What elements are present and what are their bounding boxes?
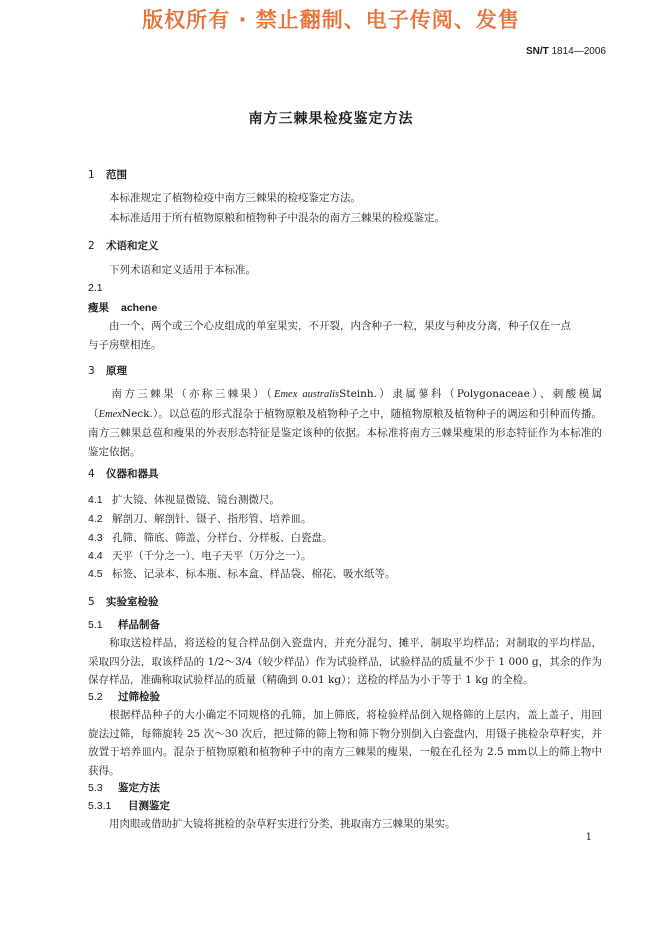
watermark-banner: 版权所有 · 禁止翻制、电子传阅、发售 [142,8,520,32]
subsection-5-1-heading: 5.1 样品制备 [88,619,160,631]
section-1-paragraph-2: 本标准适用于所有植物原粮和植物种子中混杂的南方三棘果的检疫鉴定。 [109,212,445,224]
term-heading [88,300,157,315]
section-title: 术语和定义 [106,240,159,252]
section-number: 3 [88,365,95,377]
section-number: 1 [88,169,95,181]
section-3-paragraph: 南方三棘果（亦称三棘果）（Emex australisSteinh.）隶属蓼科（Polygonaceae）、刺酸模属（EmexNeck.）。以总苞的形式混杂于植物原粮及植物种子之中，随植物原粮及植物种子的调运和引种而传播。南方三棘果总苞和瘦果的外表形态特征是鉴定该种的依据。本标准将南方三棘果瘦果的形态特征作为本标准的鉴定依据。 [88,388,603,458]
section-number: 4 [88,468,95,480]
subsection-5-2-heading: 5.2 过筛检验 [88,691,160,703]
section-title: 原理 [106,365,127,377]
subsection-5-3-heading: 5.3 鉴定方法 [88,782,160,794]
page-number: 1 [585,832,592,843]
section-4-heading [88,466,159,481]
standard-number [526,46,606,57]
list-item: 4.3 孔筛、筛底、筛盖、分样台、分样板、白瓷盘。 [88,532,333,544]
subsection-5-1-paragraph: 称取送检样品，将送检的复合样品倒入瓷盘内，并充分混匀、摊平，制取平均样品；对制取的平均样品，采取四分法，取该样品的 1/2～3/4（较少样品）作为试验样品，试验样品的质量不少于 1 000 g，其余的作为保存样品，准确称取试验样品的质量（精确到 0.01 kg）；送检的样品为小于等于 1 kg 的全检。 [88,637,602,686]
section-number: 5 [88,596,95,608]
section-title: 实验室检验 [106,596,159,608]
standard-prefix: SN/T [525,46,549,57]
subsection-5-3-1-paragraph: 用肉眼或借助扩大镜将挑检的杂草籽实进行分类，挑取南方三棘果的果实。 [109,818,456,830]
section-5-heading [88,594,159,609]
section-2-intro: 下列术语和定义适用于本标准。 [109,264,256,276]
list-item: 4.5 标签、记录本、标本瓶、标本盒、样品袋、棉花、吸水纸等。 [88,568,396,580]
term-english: achene [121,302,158,314]
document-title: 南方三棘果检疫鉴定方法 [248,111,414,127]
list-item: 4.1 扩大镜、体视显微镜、镜台测微尺。 [88,494,280,506]
latin-name-genus: Emex [98,408,122,420]
standard-code: 1814—2006 [551,46,606,57]
section-2-heading [88,238,159,253]
list-item: 4.2 解剖刀、解剖针、镊子、指形管、培养皿。 [88,513,312,525]
section-title: 仪器和器具 [106,468,159,480]
term-definition: 由一个、两个或三个心皮组成的单室果实，不开裂，内含种子一粒，果皮与种皮分离，种子仅在一点 与子房壁相连。 [88,320,571,351]
section-3-heading [88,363,127,378]
list-item: 4.4 天平（千分之一）、电子天平（万分之一）。 [88,550,312,562]
subsection-5-2-paragraph: 根据样品种子的大小确定不同规格的孔筛，加上筛底，将检验样品倒入规格筛的上层内，盖上盖子，用回旋法过筛，每筛旋转 25 次～30 次后，把过筛的筛上物和筛下物分别倒入白瓷盘内，用镊子挑检杂草籽实，并放置于培养皿内。混杂于植物原粮和植物种子中的南方三棘果的瘦果，一般在孔径为 2.5 mm以上的筛上物中获得。 [88,709,602,777]
subsection-5-3-1-heading: 5.3.1 目测鉴定 [88,800,170,812]
section-title: 范围 [106,169,127,181]
latin-name-species: Emex australis [274,389,340,400]
section-number: 2 [88,240,95,252]
subsection-2-1-number: 2.1 [88,282,103,294]
section-1-heading [88,167,127,182]
section-1-paragraph-1: 本标准规定了植物检疫中南方三棘果的检疫鉴定方法。 [109,192,361,204]
term-chinese: 瘦果 [88,302,109,314]
